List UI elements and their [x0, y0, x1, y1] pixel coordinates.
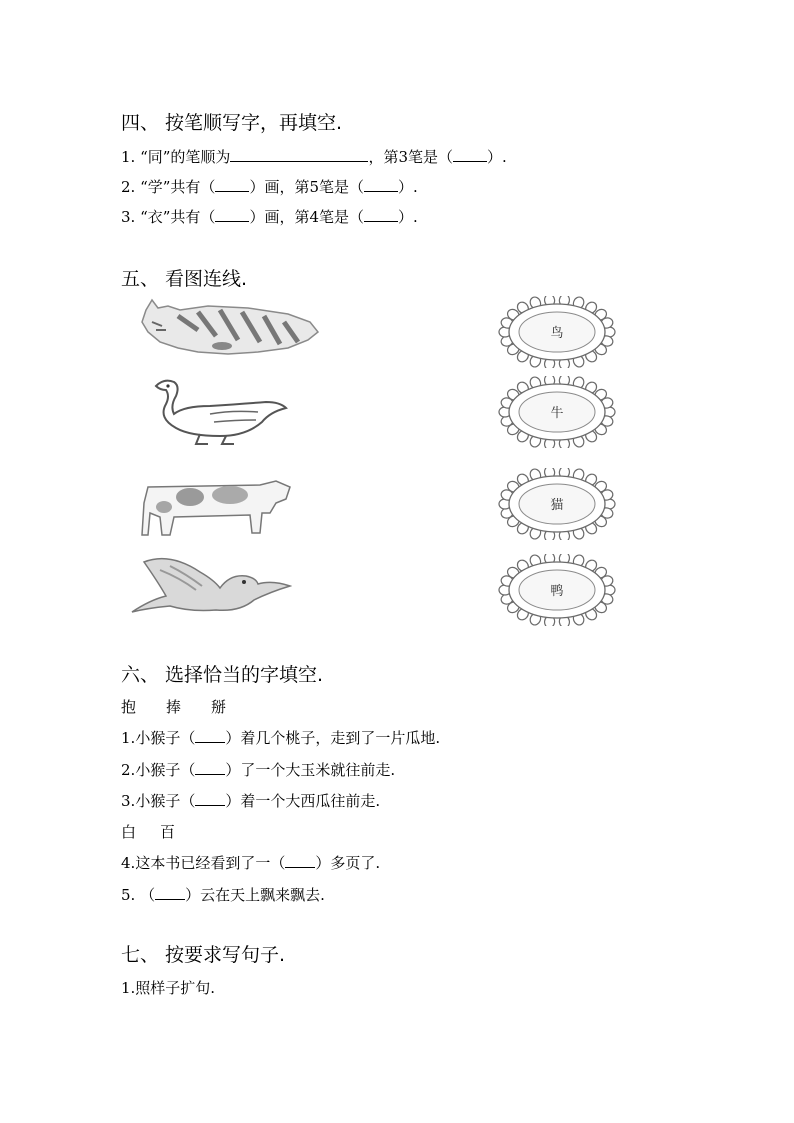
option-word: 白 [121, 823, 137, 841]
sec6-item-4 [121, 852, 380, 873]
sec6-item-2 [121, 759, 395, 780]
sec6-item-5 [121, 884, 325, 905]
q-text-b: ）着一个大西瓜往前走. [225, 792, 381, 810]
sec6-item-1 [121, 727, 440, 748]
q-text-a: 小猴子（ [135, 792, 196, 810]
q-text-b: ）画，第4笔是（ [249, 208, 364, 226]
section-6-title: 六、 选择恰当的字填空. [121, 664, 324, 686]
q-text-a: “同”的笔顺为 [140, 148, 231, 166]
answer-blank[interactable] [285, 855, 315, 868]
q-text-b: ，第3笔是（ [368, 148, 453, 166]
answer-blank[interactable] [364, 209, 398, 222]
q-number: 1. [121, 148, 136, 166]
cow-picture [140, 473, 295, 539]
q-number: 1. [121, 729, 136, 747]
answer-blank[interactable] [453, 149, 487, 162]
q-text-a: （ [140, 886, 156, 904]
sec6-options-2 [121, 821, 175, 842]
sec7-question-1: 1.照样子扩句. [121, 979, 216, 997]
answer-blank[interactable] [215, 179, 249, 192]
q-text-b: ）画，第5笔是（ [249, 178, 364, 196]
flower-label-cat: 猫 [550, 498, 564, 513]
q-text-b: ）多页了. [315, 854, 381, 872]
q-number: 3. [121, 792, 136, 810]
answer-blank[interactable] [195, 730, 225, 743]
q-text-c: ）. [397, 208, 418, 226]
answer-blank[interactable] [215, 209, 249, 222]
q-number: 4. [121, 854, 136, 872]
q-text-c: ）. [486, 148, 507, 166]
q-text-a: 这本书已经看到了一（ [135, 854, 286, 872]
q-number: 2. [121, 178, 136, 196]
option-word: 掰 [211, 698, 227, 716]
q-number: 2. [121, 761, 136, 779]
q-text-a: 小猴子（ [135, 761, 196, 779]
option-word: 捧 [166, 698, 182, 716]
q-text-b: ）着几个桃子，走到了一片瓜地. [225, 729, 441, 747]
answer-line[interactable] [230, 147, 368, 162]
duck-picture [150, 376, 290, 446]
sec4-question-2 [121, 176, 418, 197]
bird-picture [130, 552, 292, 620]
sec4-question-3 [121, 206, 418, 227]
q-number: 3. [121, 208, 136, 226]
q-text-a: “学”共有（ [140, 178, 216, 196]
sec4-question-1 [121, 146, 507, 167]
cat-picture [138, 296, 323, 358]
section-7-title: 七、 按要求写句子. [121, 944, 286, 966]
option-word: 抱 [121, 698, 137, 716]
q-text-b: ）了一个大玉米就往前走. [225, 761, 396, 779]
flower-label-bird: 鸟 [550, 326, 564, 341]
option-word: 百 [160, 823, 176, 841]
sec6-options-1 [121, 696, 226, 717]
flower-label-duck: 鸭 [550, 584, 564, 599]
flower-label-cow: 牛 [550, 406, 564, 421]
q-text-a: “衣”共有（ [140, 208, 216, 226]
q-text-c: ）. [397, 178, 418, 196]
section-5-title: 五、 看图连线. [121, 268, 248, 290]
q-text-a: 小猴子（ [135, 729, 196, 747]
answer-blank[interactable] [155, 887, 185, 900]
section-4-title: 四、 按笔顺写字，再填空. [121, 112, 343, 134]
answer-blank[interactable] [195, 762, 225, 775]
answer-blank[interactable] [195, 793, 225, 806]
q-text-b: ）云在天上飘来飘去. [185, 886, 325, 904]
q-number: 5. [121, 886, 136, 904]
answer-blank[interactable] [364, 179, 398, 192]
sec6-item-3 [121, 790, 380, 811]
